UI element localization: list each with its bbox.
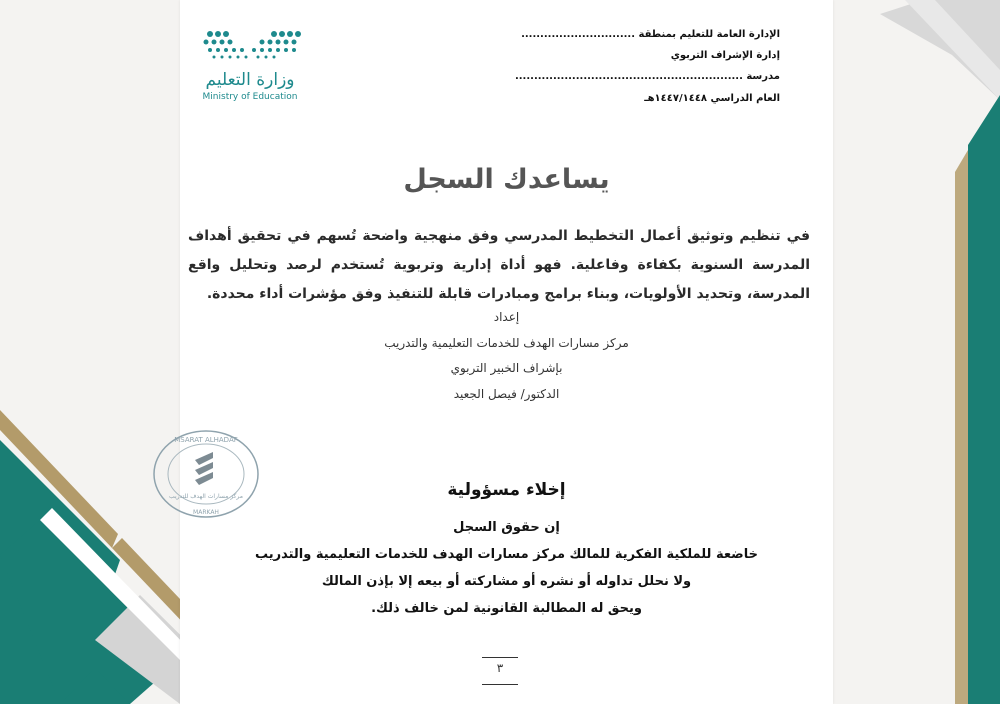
page-number-rule-bottom (482, 684, 518, 685)
ministry-name-english: Ministry of Education (202, 92, 298, 102)
ministry-name-arabic: وزارة التعليم (205, 70, 295, 90)
intro-paragraph: في تنظيم وتوثيق أعمال التخطيط المدرسي وفق منهجية واضحة تُسهم في تحقيق أهداف المدرسة السنوية بكفاءة وفاعلية. فهو أداة إدارية وتربوية تُستخدم لرصد وتحليل واقع المدرسة، وتحديد الأولويات، وبناء برامج ومبادرات قابلة للتنفيذ وفق مؤشرات أداء محددة. (188, 228, 810, 302)
page-number-rule-top (482, 657, 518, 658)
supervisor-name: الدكتور/ فيصل الجعيد (453, 386, 560, 401)
header-school: مدرسة ............................................................ (514, 71, 780, 82)
disclaimer-line: ولا نحلل تداوله أو نشره أو مشاركته أو بيعه إلا بإذن المالك (321, 574, 692, 589)
header-academic-year: العام الدراسي ١٤٤٧/١٤٤٨هـ (644, 93, 780, 104)
supervision-label: بإشراف الخبير التربوي (450, 361, 563, 375)
disclaimer-line: خاضعة للملكية الفكرية للمالك مركز مسارات الهدف للخدمات التعليمية والتدريب (254, 547, 758, 562)
prepared-by-label: إعداد (493, 310, 520, 324)
organization-stamp (151, 428, 261, 520)
disclaimer-title: إخلاء مسؤولية (447, 480, 566, 500)
header-supervision: إدارة الإشراف التربوي (670, 50, 780, 61)
disclaimer-body (180, 514, 833, 622)
page-title: يساعدك السجل (403, 164, 610, 195)
stamp-text-top: MSARAT ALHADAF (174, 436, 238, 444)
disclaimer-line: ويحق له المطالبة القانونية لمن خالف ذلك. (371, 601, 642, 616)
stamp-text-bottom: MARKAH (193, 509, 219, 516)
header-directorate: الإدارة العامة للتعليم بمنطقة .............................. (521, 29, 780, 40)
organization-name: مركز مسارات الهدف للخدمات التعليمية والتدريب (384, 335, 629, 350)
page-number: ٣ (496, 661, 504, 675)
disclaimer-line: إن حقوق السجل (453, 520, 560, 535)
stamp-text-arabic: مركز مسارات الهدف للتدريب (169, 493, 243, 500)
credits-block (180, 305, 833, 407)
